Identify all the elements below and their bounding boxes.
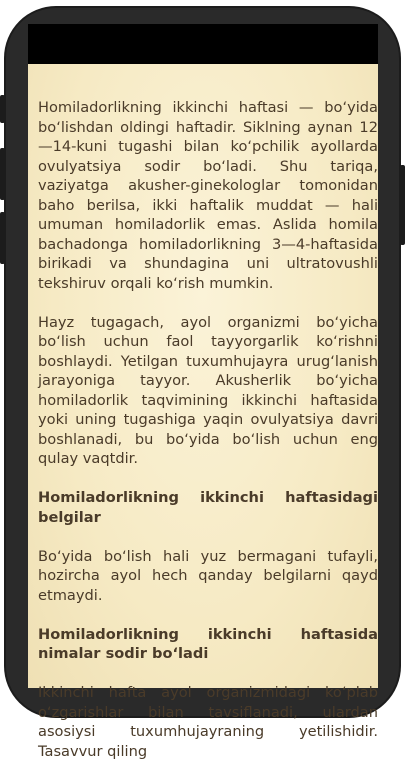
article-content[interactable] (38, 98, 378, 760)
article-paragraph: Homiladorlikning ikkinchi haftasi — bo‘yida bo‘lishdan oldingi haftadir. Siklning aynan 12—14-kuni tugashi bilan ko‘pchilik ayollarda ovulyatsiya sodir bo‘ladi. Shu tariqa, vaziyatga akusher-ginekologlar tomonidan baho berilsa, ikki haftalik muddat — hali umuman homiladorlik emas. Aslida homila bachadonga homiladorlikning 3—4-haftasida birikadi va shundagina uni ultratovushli tekshiruv orqali ko‘rish mumkin. (38, 99, 378, 292)
status-bar (28, 24, 378, 64)
power-button (400, 165, 405, 245)
article-paragraph: Ikkinchi hafta ayol organizmidagi ko‘plab o‘zgarishlar bilan tavsiflanadi, ulardan asosiysi tuxumhujayraning yetilishidir. Tasavvur qiling (38, 684, 378, 760)
section-heading: Homiladorlikning ikkinchi haftasida nimalar sodir bo‘ladi (38, 625, 378, 662)
article-paragraph: Bo‘yida bo‘lish hali yuz bermagani tufayli, hozircha ayol hech qanday belgilarni qayd etmaydi. (38, 547, 378, 604)
volume-up-button (0, 148, 5, 200)
mute-switch (0, 95, 5, 123)
section-heading: Homiladorlikning ikkinchi haftasidagi belgilar (38, 489, 378, 526)
screen[interactable] (28, 24, 378, 760)
volume-down-button (0, 212, 5, 264)
notch (112, 24, 294, 44)
article-paragraph: Hayz tugagach, ayol organizmi bo‘yicha bo‘lish uchun faol tayyorgarlik ko‘rishni boshlaydi. Yetilgan tuxumhujayra urug‘lanish jarayoniga tayyor. Akusherlik bo‘yicha homiladorlik taqvimining ikkinchi haftasida yoki uning tugashiga yaqin ovulyatsiya davri boshlanadi, bu bo‘yida bo‘lish uchun eng qulay vaqtdir. (38, 313, 378, 467)
